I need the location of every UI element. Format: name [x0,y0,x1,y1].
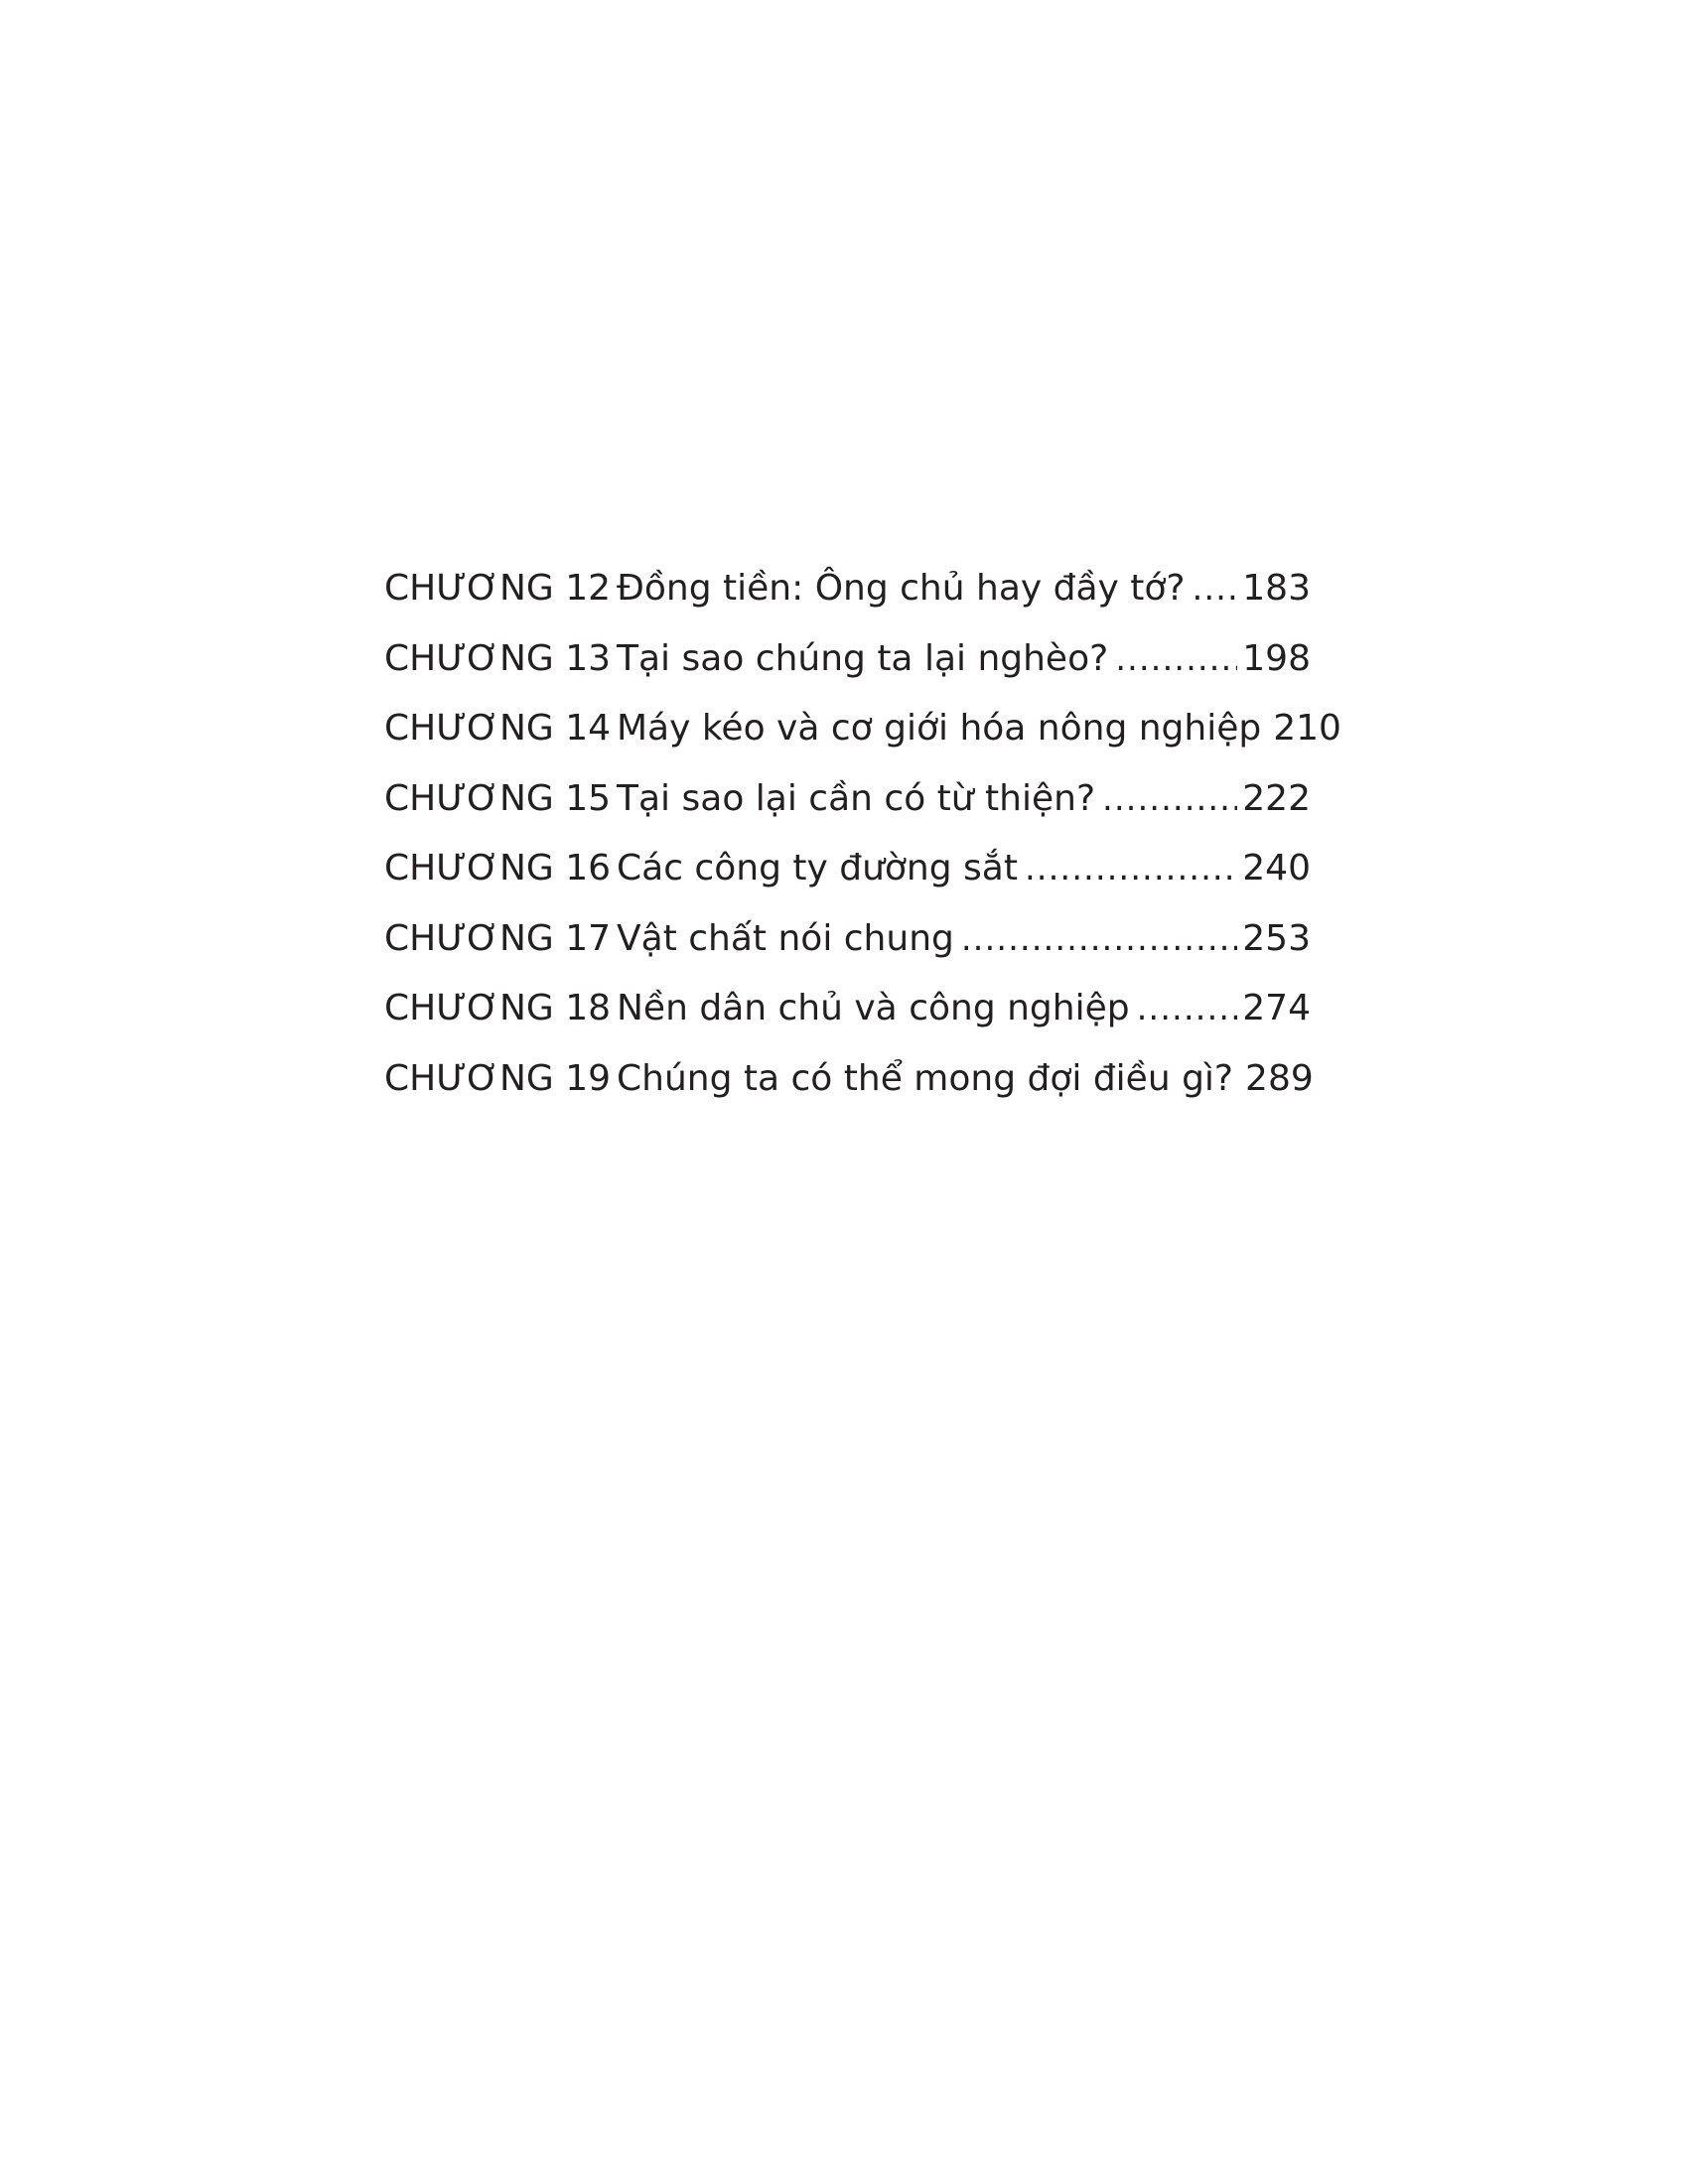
dot-leader [1025,834,1237,904]
dot-leader [1193,554,1238,624]
dot-leader [1137,974,1238,1044]
dot-leader [1102,764,1237,835]
chapter-label: CHƯƠNG 13 [384,637,612,679]
toc-entry [384,764,1311,835]
dot-leader [1115,624,1237,695]
page-number: 274 [1242,988,1311,1028]
page-number: 222 [1242,777,1311,819]
chapter-label: CHƯƠNG 19 [384,1057,612,1099]
chapter-label: CHƯƠNG 18 [384,988,612,1028]
chapter-title: Đồng tiền: Ông chủ hay đầy tớ? [617,568,1186,609]
dot-leader [961,904,1237,975]
toc-entry [384,904,1311,975]
chapter-title: Nền dân chủ và công nghiệp [617,988,1130,1028]
toc-entry [384,554,1311,624]
chapter-label: CHƯƠNG 17 [384,917,612,959]
toc-entry [384,624,1311,695]
page-number: 240 [1242,848,1311,888]
page-number: 198 [1242,637,1311,679]
chapter-title: Tại sao lại cần có từ thiện? [617,777,1096,819]
table-of-contents [384,554,1341,1114]
page-number: 210 [1273,708,1341,749]
chapter-label: CHƯƠNG 12 [384,568,612,609]
toc-entry [384,1044,1314,1115]
page-number: 253 [1242,917,1311,959]
chapter-label: CHƯƠNG 15 [384,777,612,819]
toc-entry [384,694,1341,764]
chapter-title: Máy kéo và cơ giới hóa nông nghiệp [617,708,1262,749]
chapter-label: CHƯƠNG 16 [384,848,612,888]
chapter-title: Tại sao chúng ta lại nghèo? [617,637,1109,679]
toc-entry [384,834,1311,904]
chapter-label: CHƯƠNG 14 [384,708,612,749]
chapter-title: Chúng ta có thể mong đợi điều gì? [617,1057,1234,1099]
toc-entry [384,974,1311,1044]
page-number: 183 [1242,568,1311,609]
page-number: 289 [1245,1057,1314,1099]
chapter-title: Vật chất nói chung [617,917,954,959]
chapter-title: Các công ty đường sắt [617,848,1018,888]
